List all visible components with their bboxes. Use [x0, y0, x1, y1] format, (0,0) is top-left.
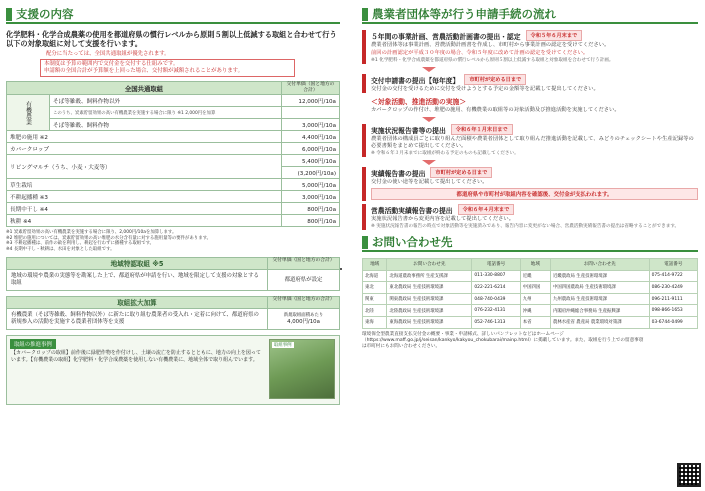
step-bar [362, 74, 366, 93]
photo-tag: 取組事例 [274, 343, 292, 349]
flow-arrow-icon [422, 117, 436, 122]
region-cell: 近畿 [520, 270, 550, 282]
step-bar [362, 96, 366, 114]
table-row-value: 4,400円/10a [282, 131, 340, 143]
step-results-report [362, 167, 698, 201]
table-row-value: 800円/10a [282, 203, 340, 215]
step-activity [362, 96, 698, 114]
section-mark-icon [6, 8, 12, 21]
step-activity-report [362, 204, 698, 230]
phone-cell: 048-740-0439 [472, 293, 520, 305]
col-header: 地域 [363, 259, 387, 271]
step-text: 交付金の交付を受けるために交付を受けようとする予定の金額等を記載して提出してください。 [371, 86, 599, 92]
step-title: ５年間の事業計画、営農活動計画書の提出・認定 [371, 32, 521, 41]
table-row [363, 282, 698, 294]
step-title: ＜対象活動、推進活動の実施＞ [371, 98, 467, 106]
step-text: 農業者団体等は事業計画、営農活動計画書を作成し、市町村から事業計画の認定を受けてください。 [371, 42, 610, 48]
phone-cell: 076-232-4131 [472, 305, 520, 317]
step-text: 実施状況報告書から変更内容を記載して提出してください。 [371, 216, 515, 222]
step-title: 交付申請書の提出【毎年度】 [371, 76, 460, 85]
qr-code-icon[interactable] [677, 463, 701, 487]
budget-note-box [40, 59, 295, 77]
footnote: ※3 不耕起播種は、前作の畝を利用し、耕起を行わずに播種する取組です。 [6, 241, 155, 247]
col-header: 電話番号 [649, 259, 697, 271]
phone-cell: 096-211-9111 [649, 293, 697, 305]
table-row [363, 270, 698, 282]
additional-value-note: 新規取組面積あたり [283, 313, 324, 319]
region-cell: 関東 [363, 293, 387, 305]
step-title: 実績報告書の提出 [371, 169, 426, 178]
col-header: お問い合わせ先 [550, 259, 649, 271]
additional-rate-header: 交付単価（国と地方の合計） [268, 296, 340, 309]
flow-arrow-icon [422, 67, 436, 72]
step-text-note: ※ 実施状況報告書の報告の時点で対象活動等を実施済みであり、報告内容に変更がない場合、営農活動実績報告書の提出は省略することができます。 [371, 224, 680, 229]
region-cell: 東海 [363, 316, 387, 328]
step-deadline-badge: 令和６年４月末まで [458, 204, 515, 215]
priority-note: 配分に当たっては、全国共通取組が優先されます。 [46, 51, 170, 57]
step-title: 営農活動実績報告書の提出 [371, 206, 453, 215]
step-status-report [362, 124, 698, 157]
support-lead-text: 化学肥料・化学合成農薬の使用を都道府県の慣行レベルから原則５割以上低減する取組と合わせて行う以下の対象取組に対して支援を行います。 [6, 30, 337, 48]
col-header: お問い合わせ先 [387, 259, 472, 271]
procedure-column [362, 6, 698, 350]
region-cell: 北陸 [363, 305, 387, 317]
contact-section-title: お問い合わせ先 [372, 235, 453, 249]
table-row [363, 305, 698, 317]
table-row-label: リビングマルチ（うち、小麦・大麦等） [7, 155, 282, 179]
table-row-label: 草生栽培 [7, 179, 282, 191]
step-text: カバークロップの作付け、堆肥の施用、有機農業の取組等の対象活動及び推進活動を実施してください。 [371, 107, 620, 113]
table-row [363, 293, 698, 305]
field-photo [269, 339, 335, 399]
regional-initiatives-header [6, 257, 340, 270]
table-row [363, 316, 698, 328]
office-cell: 東北農政局 生産技術環境課 [387, 282, 472, 294]
region-cell: 北海道 [363, 270, 387, 282]
footnote: ※1 炭素貯留効果の高い有機農業を実施する場合に限り、2,000円/10aを加算します。 [6, 230, 177, 235]
step-text-warning: 前回の計画認定が平成３０年度の場合、令和５年度に改めて計画の認定を受けてください。 [371, 50, 589, 56]
table-row-label: 堆肥の施用 ※2 [7, 131, 282, 143]
step-deadline-badge: 市町村が定める日まで [430, 167, 492, 178]
step-title: 実施状況報告書等の提出 [371, 126, 446, 135]
step-text-note: ※1 化学肥料・化学合成農薬を都道府県の慣行レベルから原則５割以上低減する取組と対象取組を合わせて行う計画。 [371, 58, 614, 63]
step-application [362, 74, 698, 93]
contact-footer-text: 環境保全型農業直接支払交付金の概要・事業・申請様式、詳しいパンフレットなどはホームページ（https://www.maff.go.jp/j/seisan/kankyo/kakyou_chokubarai/mainp.html）に掲載しています。また、取組を行う上での留意事項は市町村にもお問い合わせください。 [362, 331, 644, 349]
support-section-title: 支援の内容 [16, 7, 74, 21]
table-row-label: そば等雑穀、飼料作物以外 [50, 95, 282, 107]
contact-header-row [363, 259, 698, 271]
office-cell: 九州農政局 生産技術環境課 [550, 293, 649, 305]
example-text: 【カバークロップの取組】前作後に緑肥作物を作付けし、土壌の流亡を防止するとともに、地力の向上を図っています。【有機農業の取組】化学肥料・化学合成農薬を使用しない有機農業に、地域全体で取り組んでいます。 [11, 350, 261, 363]
step-text: 交付金の使い途等を記載して提出してください。 [371, 179, 488, 185]
phone-cell: 03-6744-0499 [649, 316, 697, 328]
additional-bonus-header [6, 296, 340, 309]
col-header: 電話番号 [472, 259, 520, 271]
region-cell: 沖縄 [520, 305, 550, 317]
region-cell: 本省 [520, 316, 550, 328]
section-mark-icon [362, 236, 368, 249]
contact-section-header [362, 234, 698, 252]
office-cell: 関東農政局 生産技術環境課 [387, 293, 472, 305]
table-row-value: 5,400円/10a [282, 155, 340, 167]
table-row-value: 3,000円/10a [282, 191, 340, 203]
table-row-value: 12,000円/10a [282, 95, 340, 107]
office-cell: 農林水産省 農産局 農業環境対策課 [550, 316, 649, 328]
section-mark-icon [362, 8, 368, 21]
procedure-section-header [362, 6, 698, 24]
step-deadline-badge: 令和５年６月末まで [526, 30, 583, 41]
regional-rate-header: 交付単価（国と地方の合計） [268, 257, 340, 270]
example-label: 取組の推進事例 [10, 339, 56, 349]
additional-bonus-body [6, 309, 340, 330]
center-dot [340, 268, 342, 270]
table-row-value: 800円/10a [282, 215, 340, 227]
step-text: 農業者団体の構成員ごとに取り組んだ面積や農業者団体として取り組んだ推進活動を記載して、みどりのチェックシートや生産記録等の必要書類をまとめて提出してください。 [371, 136, 694, 149]
table-row-value: (3,200円/10a) [282, 167, 340, 179]
payment-confirm-note: 都道府県や市町村が取組内容を確認後、交付金が支払われます。 [371, 188, 698, 200]
support-content-column [6, 6, 340, 405]
phone-cell: 098-866-1653 [649, 305, 697, 317]
support-section-header [6, 6, 340, 24]
procedure-section-title: 農業者団体等が行う申請手続の流れ [372, 7, 556, 21]
region-cell: 中国四国 [520, 282, 550, 294]
table-row-label: そば等雑穀、飼料作物 [50, 119, 282, 131]
office-cell: 近畿農政局 生産技術環境課 [550, 270, 649, 282]
budget-note-1: 本制度は予算の範囲内で交付金を交付する仕組みです。 [44, 61, 179, 67]
regional-initiatives-body [6, 270, 340, 291]
flow-arrow-icon [422, 160, 436, 165]
step-deadline-badge: 市町村が定める日まで [464, 74, 526, 85]
table-row-label: 秋耕 ※4 [7, 215, 282, 227]
step-text-note: ※ 令和６年３月末までに取組が終わる予定のものも記載してください。 [371, 151, 519, 156]
table-row-label: カバークロップ [7, 143, 282, 155]
additional-value: 4,000円/10a [287, 319, 320, 326]
common-initiatives-header: 全国共通取組 [7, 82, 282, 95]
step-bar [362, 124, 366, 157]
office-cell: 中国四国農政局 生産技術環境課 [550, 282, 649, 294]
col-header: 地域 [520, 259, 550, 271]
step-deadline-badge: 令和６年１月末日まで [451, 124, 513, 135]
region-cell: 東北 [363, 282, 387, 294]
additional-text: 有機農業（そば等雑穀、飼料作物以外）に新たに取り組む農業者の受入れ・定着に向けて、都道府県の新規参入の活動を実施する農業者団体等を支援 [11, 312, 259, 326]
footnote: ※4 長期中干し・秋耕は、水田を対象とした取組です。 [6, 246, 115, 252]
table-row-value: 5,000円/10a [282, 179, 340, 191]
region-cell: 九州 [520, 293, 550, 305]
table-row-label: 長期中干し ※4 [7, 203, 282, 215]
step-bar [362, 30, 366, 64]
rate-header: 交付単価（国と地方の合計） [282, 82, 340, 95]
office-cell: 北陸農政局 生産技術環境課 [387, 305, 472, 317]
phone-cell: 075-414-9722 [649, 270, 697, 282]
office-cell: 北海道農政事務所 生産支援課 [387, 270, 472, 282]
regional-value: 都道府県が設定 [267, 270, 339, 290]
organic-category-cell: 有機農業 [7, 95, 50, 131]
phone-cell: 011-330-8807 [472, 270, 520, 282]
phone-cell: 052-746-1313 [472, 316, 520, 328]
footnote: ※2 堆肥の施用については、炭素貯留効果の高い堆肥の水分含有量に対する施用量等の要件があります。 [6, 235, 212, 241]
table-row-value [282, 107, 340, 119]
phone-cell: 022-221-6214 [472, 282, 520, 294]
step-bar [362, 204, 366, 230]
office-cell: 東海農政局 生産技術環境課 [387, 316, 472, 328]
table-row-value: 6,000円/10a [282, 143, 340, 155]
office-cell: 内閣府沖縄総合事務局 生産振興課 [550, 305, 649, 317]
additional-value-cell [267, 309, 339, 329]
regional-text: 地域の環境や農業の実態等を勘案した上で、都道府県が申請を行い、地域を限定して支援の対象とする取組 [11, 273, 259, 287]
common-initiatives-table [6, 81, 340, 227]
contact-table [362, 258, 698, 329]
table-row-value: 3,000円/10a [282, 119, 340, 131]
table-footnotes [6, 230, 340, 252]
table-row-label: このうち、炭素貯留効果の高い有機農業を実施する場合に限り ※1 2,000円を加算 [50, 107, 282, 119]
table-row-label: 不耕起播種 ※3 [7, 191, 282, 203]
step-bar [362, 167, 366, 201]
phone-cell: 086-230-4249 [649, 282, 697, 294]
step-plan [362, 30, 698, 64]
example-box [6, 335, 340, 405]
budget-note-2: 申請額の全国合計が予算額を上回った場合、交付額が減額されることがあります。 [44, 68, 244, 74]
additional-title: 取組拡大加算 [6, 296, 268, 309]
regional-title: 地域特認取組 ※5 [6, 257, 268, 270]
